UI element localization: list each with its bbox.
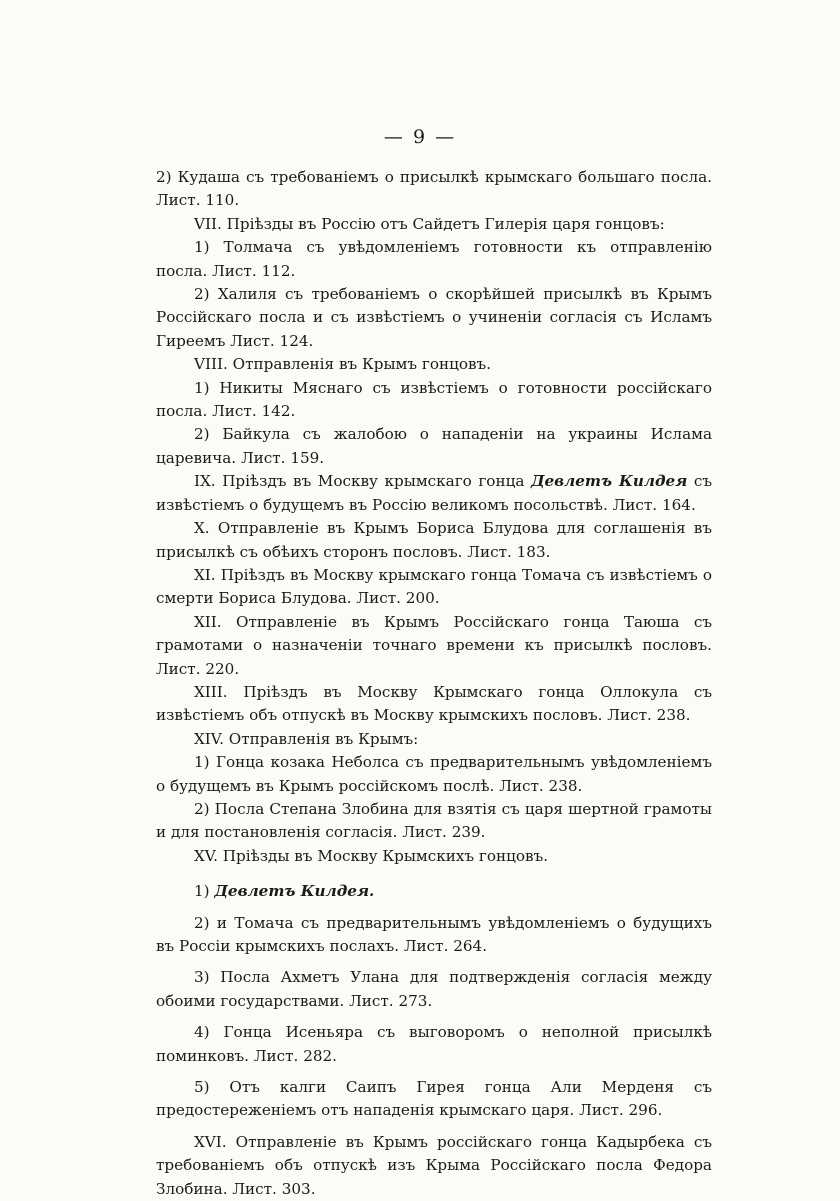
- paragraph: 1) Гонца козака Неболса съ предварительнымъ увѣдомленіемъ о будущемъ въ Крымъ россійскомъ послѣ. Лист. 238.: [156, 753, 712, 795]
- section-heading: XIV. Отправленія въ Крымъ:: [194, 729, 419, 748]
- section-heading: VII. Пріѣзды въ Россію отъ Сайдетъ Гилерія царя гонцовъ:: [194, 214, 665, 233]
- paragraph: XI. Пріѣздъ въ Москву крымскаго гонца Томача съ извѣстіемъ о смерти Бориса Блудова. Лист. 200.: [156, 565, 712, 608]
- paragraph: X. Отправленіе въ Крымъ Бориса Блудова для соглашенія въ присылкѣ съ обѣихъ сторонъ пословъ. Лист. 183.: [156, 519, 712, 561]
- paragraph: 2) и Томача съ предварительнымъ увѣдомленіемъ о будущихъ въ Россіи крымскихъ послахъ. Лист. 264.: [156, 913, 712, 955]
- paragraph: 1) Никиты Мяснаго съ извѣстіемъ о готовности россійскаго посла. Лист. 142.: [156, 378, 712, 421]
- page-body: [156, 166, 712, 1201]
- xv-1-name: Девлетъ Килдея.: [214, 882, 375, 901]
- paragraph: 4) Гонца Исеньяра съ выговоромъ о неполной присылкѣ поминковъ. Лист. 282.: [156, 1023, 712, 1065]
- paragraph: XVI. Отправленіе въ Крымъ россійскаго гонца Кадырбека съ требованіемъ объ отпускѣ изъ Крыма Россійскаго посла Федора Злобина. Лист. 303.: [156, 1132, 712, 1198]
- ix-prefix: IX. Пріѣздъ въ Москву крымскаго гонца: [194, 472, 525, 491]
- ix-rest: съ извѣстіемъ о будущемъ въ Россію великомъ посольствѣ. Лист. 164.: [156, 472, 713, 514]
- paragraph: 2) Посла Степана Злобина для взятія съ царя шертной грамоты и для постановленія согласія. Лист. 239.: [156, 799, 712, 842]
- section-heading: VIII. Отправленія въ Крымъ гонцовъ.: [194, 355, 492, 374]
- page-number: — 9 —: [383, 126, 457, 148]
- paragraph: 5) Отъ калги Саипъ Гирея гонца Али Мерденя съ предостереженіемъ отъ нападенія крымскаго царя. Лист. 296.: [156, 1078, 712, 1120]
- paragraph: 2) Кудаша съ требованіемъ о присылкѣ крымскаго большаго посла. Лист. 110.: [156, 168, 712, 210]
- ix-name: Девлетъ Килдея: [530, 472, 688, 491]
- paragraph: XIII. Пріѣздъ въ Москву Крымскаго гонца Оллокула съ извѣстіемъ объ отпускѣ въ Москву крымскихъ пословъ. Лист. 238.: [156, 682, 712, 725]
- paragraph-xv-1: [156, 880, 712, 903]
- section-heading: XV. Пріѣзды въ Москву Крымскихъ гонцовъ.: [194, 846, 549, 865]
- paragraph: 1) Толмача съ увѣдомленіемъ готовности къ отправленію посла. Лист. 112.: [156, 238, 712, 280]
- paragraph-ix: [156, 470, 712, 517]
- paragraph: 2) Байкула съ жалобою о нападеніи на украины Ислама царевича. Лист. 159.: [156, 425, 712, 467]
- paragraph: 2) Халиля съ требованіемъ о скорѣйшей присылкѣ въ Крымъ Россійскаго посла и съ извѣстіемъ о учиненіи согласія съ Исламъ Гиреемъ Лист. 124.: [156, 285, 712, 350]
- paragraph: XII. Отправленіе въ Крымъ Россійскаго гонца Таюша съ грамотами о назначеніи точнаго времени къ присылкѣ пословъ. Лист. 220.: [156, 612, 712, 678]
- paragraph: 3) Посла Ахметъ Улана для подтвержденія согласія между обоими государствами. Лист. 273.: [156, 968, 712, 1010]
- xv-1-prefix: 1): [194, 882, 210, 901]
